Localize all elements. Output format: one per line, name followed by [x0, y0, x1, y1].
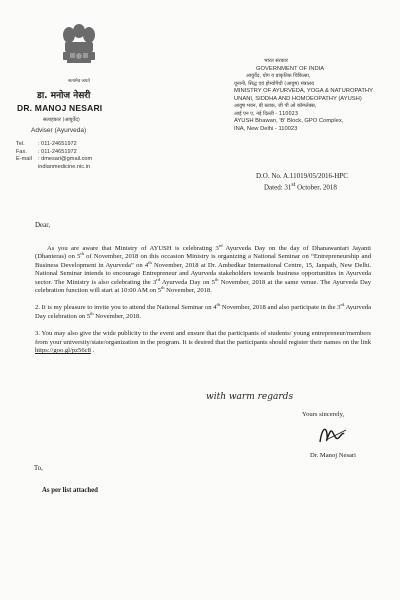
signer-name: Dr. Manoj Nesari: [310, 452, 356, 459]
sender-name: DR. MANOJ NESARI: [17, 103, 103, 113]
sender-name-hindi: डा. मनोज नेसरी: [37, 91, 91, 101]
ministry-line-1: MINISTRY OF AYURVEDA, YOGA & NATUROPATHY: [234, 88, 373, 94]
sender-block: [17, 91, 157, 135]
contact-row-tel: Tel. : 011-24651972: [16, 141, 77, 147]
ministry-line-2: UNANI, SIDDHA AND HOMOEOPATHY (AYUSH): [234, 95, 362, 102]
contact-row-fax: Fax. : 011-24651972: [16, 148, 77, 155]
addressee-to: To,: [34, 465, 43, 472]
ministry-block: [234, 58, 384, 133]
letter-body: [35, 242, 371, 364]
contact-row-website: indianmedicine.nic.in: [38, 163, 90, 170]
state-emblem-icon: [57, 22, 101, 78]
paragraph-3: 3. You may also give the wide publicity to the event and ensure that the participants of students/ young entrepreneur/members from your university/state/organization in the program. It is desired that the participants should register their names on the link https://goo.gl/pz56c8 .: [35, 330, 371, 355]
hi-address-line-1: आयुष भवन, बी ब्लाक, जी पी ओ कॉम्प्लेक्स,: [234, 103, 317, 109]
reference-block: [256, 172, 348, 192]
closing: Yours sincerely,: [302, 411, 345, 418]
registration-link[interactable]: https://goo.gl/pz56c8: [35, 347, 91, 355]
handwritten-note: [204, 385, 294, 405]
do-number: D.O. No. A.11019/05/2016-HPC: [256, 172, 348, 180]
hi-govt: भारत सरकार: [264, 58, 288, 64]
emblem-caption: सत्यमेव जयते: [68, 78, 90, 83]
paragraph-1: As you are aware that Ministry of AYUSH is celebrating 3rd Ayurveda Day on the day of Dhanawantari Jayanti (Dhanteras) on 5th of November, 2018 on this occasion Ministry is organizing a National Seminar on “Entrepreneurship and Business Development in Ayurveda” on 4th November, 2018 at Dr. Ambedkar International Centre, 15, Janpath, New Delhi. National Seminar intends to encourage Entrepreneur and Ayurveda stakeholders towards business opportunities in Ayurveda sector. The Ministry is also celebrating the 3rd Ayurveda Day on 5th November, 2018 at the same venue. The Ayurveda Day celebration function will start at 10:00 AM on 5th November, 2018.: [35, 242, 371, 295]
contact-details: [16, 141, 92, 171]
sender-role: Adviser (Ayurveda): [31, 127, 87, 134]
address-line-2: INA, New Delhi - 110023: [234, 125, 298, 132]
signature-image: [312, 422, 352, 450]
hi-ministry-line-1: आयुर्वेद, योग व प्राकृतिक चिकित्सा,: [246, 73, 311, 79]
address-line-1: AYUSH Bhawan, 'B' Block, GPO Complex,: [234, 118, 344, 124]
govt-of-india: GOVERNMENT OF INDIA: [256, 65, 325, 72]
hi-address-line-2: आई एन ए, नई दिल्ली - 110023: [234, 110, 299, 117]
svg-text:with warm regards: with warm regards: [206, 392, 294, 402]
hi-ministry-line-2: यूनानी, सिद्ध एवं होम्योपैथी (आयुष) मंत्रालय: [234, 80, 315, 87]
sender-role-hindi: सलाहकार (आयुर्वेद): [43, 117, 80, 123]
letter-date: Dated: 31st October, 2018: [264, 182, 337, 192]
paragraph-2: 2. It is my pleasure to invite you to attend the National Seminar on 4th November, 2018 and also participate in the 3rd Ayurveda Day celebration on 5th November, 2018.: [35, 302, 371, 320]
salutation: Dear,: [35, 221, 51, 229]
as-per-list: As per list attached: [42, 487, 98, 494]
contact-row-email: E-mail : dmesari@gmail.com: [16, 156, 93, 162]
